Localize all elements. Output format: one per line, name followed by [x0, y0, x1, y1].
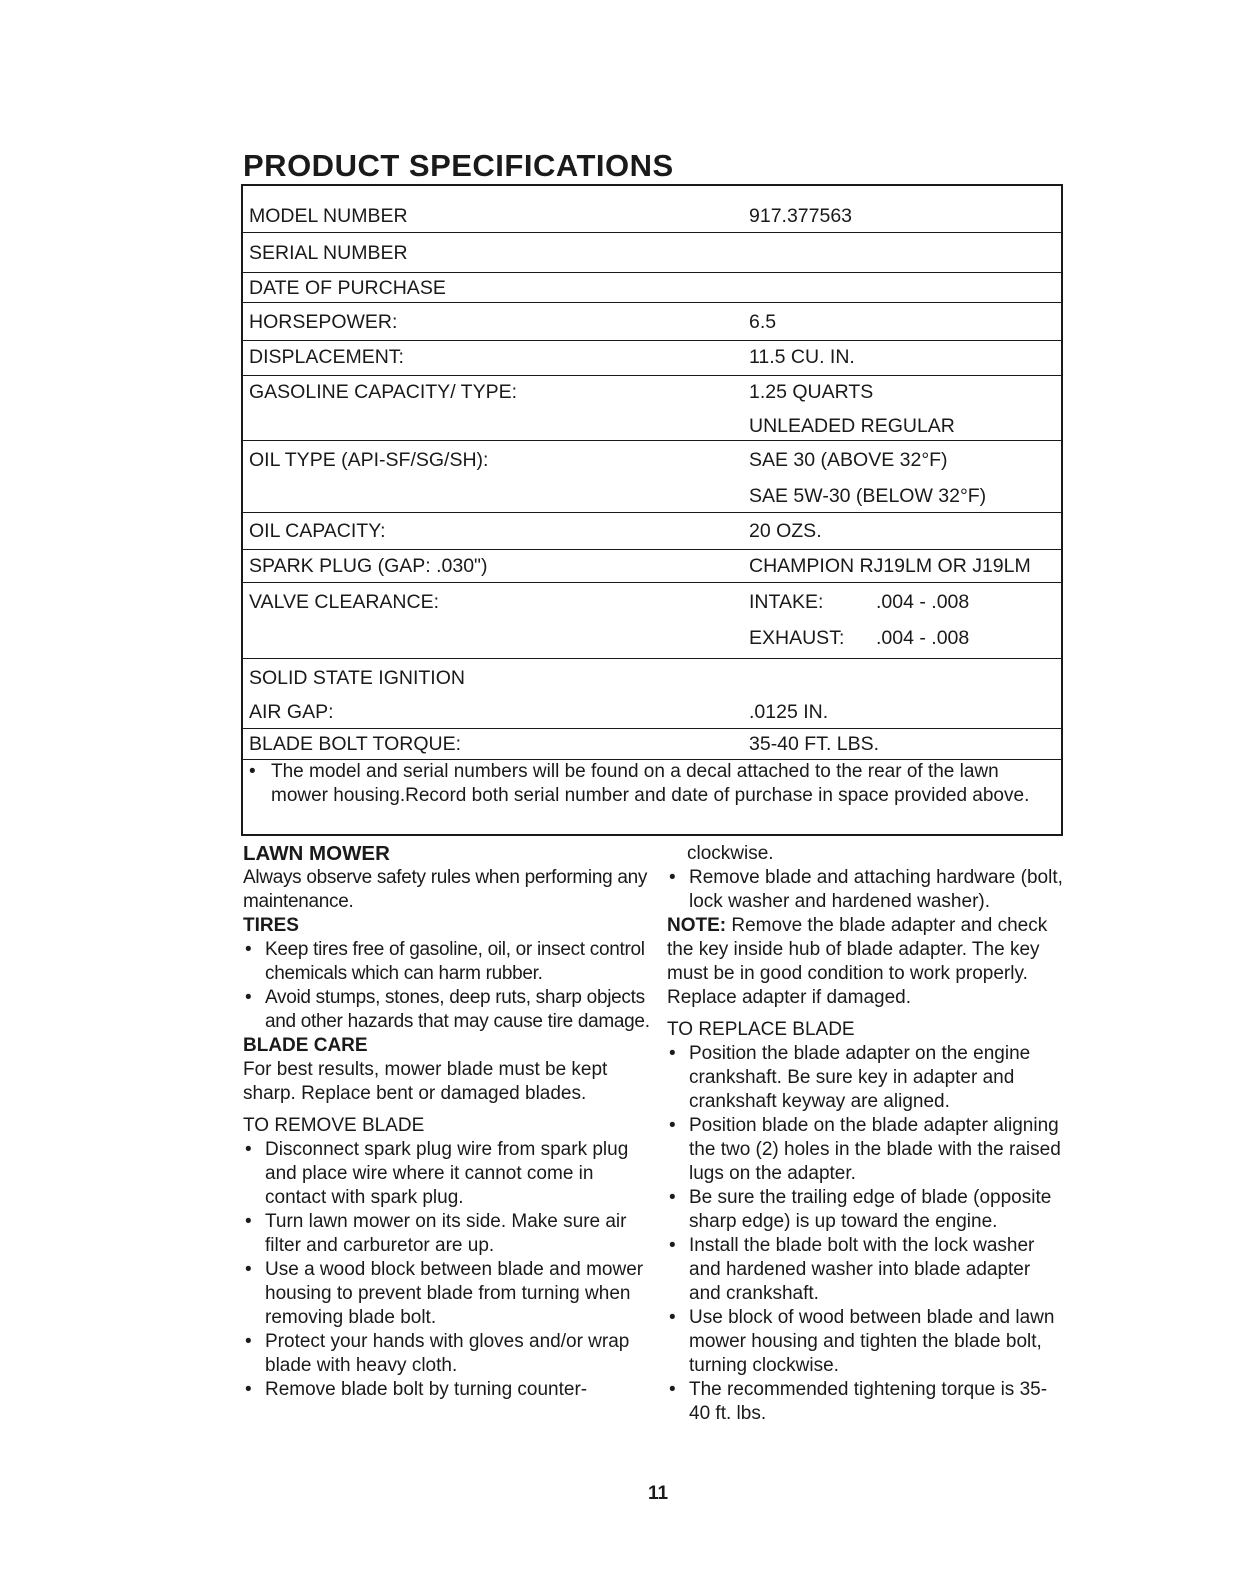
spec-label: BLADE BOLT TORQUE: [249, 733, 462, 755]
remove-blade-list [243, 1138, 653, 1402]
spec-label: OIL CAPACITY: [249, 520, 386, 542]
list-item: • Use a wood block between blade and mower housing to prevent blade from turning when removing blade bolt. [243, 1258, 653, 1330]
list-item: • Install the blade bolt with the lock washer and hardened washer into blade adapter and crankshaft. [667, 1234, 1067, 1306]
left-column [243, 842, 653, 1402]
spec-value: .004 - .008 [876, 627, 970, 649]
spec-label: SERIAL NUMBER [249, 242, 408, 264]
spec-label: SPARK PLUG (GAP: .030") [249, 555, 488, 577]
continuation-text: clockwise. [687, 843, 774, 864]
page-title: PRODUCT SPECIFICATIONS [243, 148, 674, 183]
spec-row-serial-number [243, 234, 1061, 273]
spec-row-blade-bolt-torque [243, 729, 1061, 760]
spec-value: .004 - .008 [876, 591, 970, 613]
spec-label: DISPLACEMENT: [249, 346, 404, 368]
list-item: • The recommended tightening torque is 35-40 ft. lbs. [667, 1378, 1067, 1426]
blade-care-heading: BLADE CARE [243, 1035, 368, 1056]
note-text: The model and serial numbers will be found on a decal attached to the rear of the lawn mower housing.Record both serial number and date of purchase in space provided above. [271, 761, 1030, 806]
spec-row-oil-capacity [243, 513, 1061, 550]
spec-label: MODEL NUMBER [249, 205, 408, 227]
spec-value: 35-40 FT. LBS. [749, 733, 880, 755]
spec-row-horsepower [243, 304, 1061, 341]
list-item: • Remove blade and attaching hardware (bolt, lock washer and hardened washer). [667, 866, 1067, 914]
list-item: • Use block of wood between blade and lawn mower housing and tighten the blade bolt, turning clockwise. [667, 1306, 1067, 1378]
replace-blade-heading: TO REPLACE BLADE [667, 1019, 855, 1040]
spec-row-gasoline [243, 376, 1061, 441]
remove-hardware-list [667, 866, 1067, 914]
spec-label: VALVE CLEARANCE: [249, 591, 440, 613]
tires-list [243, 938, 653, 1034]
note-label: NOTE: [667, 915, 727, 936]
tires-heading: TIRES [243, 915, 299, 936]
spec-value: 11.5 CU. IN. [749, 346, 855, 368]
list-item: • Position the blade adapter on the engine crankshaft. Be sure key in adapter and crankshaft keyway are aligned. [667, 1042, 1067, 1114]
spec-value: 917.377563 [749, 205, 853, 227]
list-item: • Disconnect spark plug wire from spark plug and place wire where it cannot come in contact with spark plug. [243, 1138, 653, 1210]
lawn-mower-intro: Always observe safety rules when performing any maintenance. [243, 867, 648, 912]
spec-row-spark-plug [243, 550, 1061, 583]
spec-row-displacement [243, 341, 1061, 376]
bullet-icon: • [249, 761, 256, 782]
page-number: 11 [648, 1483, 669, 1504]
spec-value: .0125 IN. [749, 701, 829, 723]
spec-label: GASOLINE CAPACITY/ TYPE: [249, 381, 518, 403]
spec-row-ignition [243, 660, 1061, 729]
list-item: • Remove blade bolt by turning counter- [243, 1378, 653, 1402]
spec-value: SAE 5W-30 (BELOW 32°F) [749, 485, 987, 507]
spec-row-model-number [243, 200, 1061, 233]
list-item: • Protect your hands with gloves and/or wrap blade with heavy cloth. [243, 1330, 653, 1378]
spec-label: AIR GAP: [249, 701, 334, 723]
serial-number-note [249, 760, 1051, 808]
spec-value: EXHAUST: [749, 627, 845, 649]
list-item: • Avoid stumps, stones, deep ruts, sharp objects and other hazards that may cause tire damage. [243, 986, 653, 1034]
spec-label: HORSEPOWER: [249, 311, 398, 333]
list-item: • Turn lawn mower on its side. Make sure air filter and carburetor are up. [243, 1210, 653, 1258]
note-paragraph [667, 914, 1067, 1010]
spec-value: SAE 30 (ABOVE 32°F) [749, 449, 948, 471]
remove-blade-heading: TO REMOVE BLADE [243, 1115, 425, 1136]
spec-row-valve-clearance [243, 584, 1061, 659]
blade-care-text: For best results, mower blade must be kept sharp. Replace bent or damaged blades. [243, 1059, 608, 1104]
spec-value: CHAMPION RJ19LM OR J19LM [749, 555, 1031, 577]
note-text: Remove the blade adapter and check the key inside hub of blade adapter. The key must be in good condition to work properly. Replace adapter if damaged. [667, 915, 1048, 1008]
list-item: • Keep tires free of gasoline, oil, or insect control chemicals which can harm rubber. [243, 938, 653, 986]
spec-value: UNLEADED REGULAR [749, 415, 955, 437]
list-item: • Position blade on the blade adapter aligning the two (2) holes in the blade with the raised lugs on the adapter. [667, 1114, 1067, 1186]
spec-value: 20 OZS. [749, 520, 822, 542]
spec-label: SOLID STATE IGNITION [249, 667, 465, 689]
spec-row-date-of-purchase [243, 272, 1061, 303]
spec-label: DATE OF PURCHASE [249, 277, 446, 299]
lawn-mower-heading: LAWN MOWER [243, 842, 390, 865]
specifications-table [241, 184, 1063, 836]
spec-value: INTAKE: [749, 591, 824, 613]
spec-value: 1.25 QUARTS [749, 381, 874, 403]
list-item: • Be sure the trailing edge of blade (opposite sharp edge) is up toward the engine. [667, 1186, 1067, 1234]
right-column [667, 842, 1067, 1426]
spec-value: 6.5 [749, 311, 777, 333]
spec-row-oil-type [243, 442, 1061, 513]
replace-blade-list [667, 1042, 1067, 1426]
spec-label: OIL TYPE (API-SF/SG/SH): [249, 449, 489, 471]
